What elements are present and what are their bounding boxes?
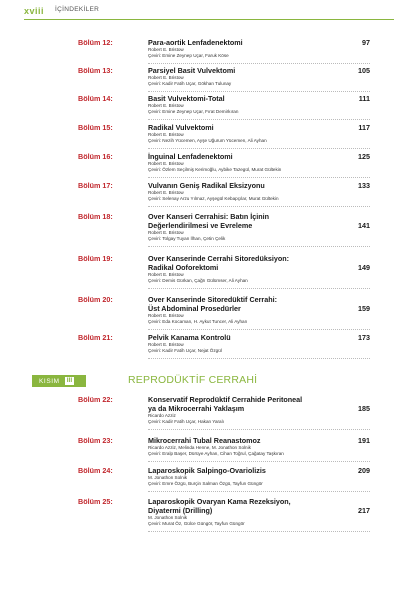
part-heading (0, 373, 418, 389)
chapter-title: Laparoskopik Salpingo-Ovariolizis (148, 466, 266, 475)
chapter-page-number: 173 (358, 333, 370, 342)
part-title: REPRODÜKTİF CERRAHİ (128, 374, 258, 386)
chapter-title: Değerlendirilmesi ve Evreleme (148, 221, 253, 230)
chapter-author: Robert E. Bristow (148, 103, 184, 108)
running-title: İÇİNDEKİLER (55, 6, 100, 13)
chapter-page-number: 141 (358, 221, 370, 230)
chapter-translators: Çeviri: Kadir Fatih Uçar, Gökhan Tulunay (148, 81, 232, 86)
chapter-body (148, 436, 348, 457)
chapter-title: ya da Mikrocerrahi Yaklaşım (148, 404, 245, 413)
chapter-body (148, 497, 348, 527)
chapter-translators: Çeviri: Emine Zeynep Uçar, Fırat Demirkıran (148, 109, 239, 114)
chapter-label: Bölüm 23: (78, 436, 113, 445)
chapter-title: Parsiyel Basit Vulvektomi (148, 66, 236, 75)
chapter-translators: Çeviri: Murat Öz, Gülce Güngör, Tayfun Güngör (148, 521, 245, 526)
part-kisim-label: KISIM (39, 377, 60, 385)
chapter-title: Over Kanserinde Cerrahi Sitoredüksiyon: (148, 254, 289, 263)
entry-divider (148, 358, 370, 359)
chapter-title: Radikal Ooforektomi (148, 263, 219, 272)
chapter-body (148, 395, 348, 425)
page-number: xviii (24, 6, 45, 16)
chapter-author: Robert E. Bristow (148, 161, 184, 166)
chapter-author: M. Jonathon Solnik (148, 515, 188, 520)
entry-divider (148, 91, 370, 92)
chapter-title: Over Kanserinde Sitoredüktif Cerrahi: (148, 295, 278, 304)
chapter-title: Over Kanseri Cerrahisi: Batın İçinin (148, 212, 270, 221)
chapter-body (148, 66, 348, 87)
chapter-page-number: 149 (358, 263, 370, 272)
chapter-body (148, 38, 348, 59)
chapter-title: Para-aortik Lenfadenektomi (148, 38, 243, 47)
chapter-label: Bölüm 20: (78, 295, 113, 304)
chapter-page-number: 185 (358, 404, 370, 413)
chapter-label: Bölüm 22: (78, 395, 113, 404)
chapter-body (148, 94, 348, 115)
chapter-label: Bölüm 24: (78, 466, 113, 475)
chapter-title: Laparoskopik Ovaryan Kama Rezeksiyon, (148, 497, 291, 506)
chapter-translators: Çeviri: Eda Kocaman, H. Aykut Tuncer, Ali Ayhan (148, 319, 248, 324)
chapter-page-number: 133 (358, 181, 370, 190)
chapter-page-number: 97 (362, 38, 370, 47)
chapter-label: Bölüm 14: (78, 94, 113, 103)
chapter-title: Konservatif Reprodüktif Cerrahide Peritoneal (148, 395, 303, 404)
chapter-label: Bölüm 19: (78, 254, 113, 263)
chapter-author: Robert E. Bristow (148, 313, 184, 318)
chapter-title: İnguinal Lenfadenektomi (148, 152, 233, 161)
chapter-label: Bölüm 16: (78, 152, 113, 161)
chapter-title: Diyatermi (Drilling) (148, 506, 213, 515)
chapter-translators: Çeviri: Nezih Yücemen, Ayşe Uğurum Yücemen, Ali Ayhan (148, 138, 267, 143)
entry-divider (148, 461, 370, 462)
chapter-author: Robert E. Bristow (148, 132, 184, 137)
chapter-label: Bölüm 12: (78, 38, 113, 47)
chapter-label: Bölüm 21: (78, 333, 113, 342)
chapter-page-number: 117 (358, 123, 370, 132)
entry-divider (148, 288, 370, 289)
chapter-translators: Çeviri: Kadir Fatih Uçar, Nejat Özgül (148, 348, 222, 353)
chapter-label: Bölüm 15: (78, 123, 113, 132)
entry-divider (148, 119, 370, 120)
chapter-author: Robert E. Bristow (148, 342, 184, 347)
chapter-title: Mikrocerrahi Tubal Reanastomoz (148, 436, 261, 445)
chapter-author: Robert E. Bristow (148, 230, 184, 235)
chapter-author: Ricardo Azziz, Melinda Henne, M. Jonathon Solnik (148, 445, 251, 450)
chapter-title: Üst Abdominal Prosedürler (148, 304, 241, 313)
chapter-body (148, 466, 348, 487)
chapter-title: Radikal Vulvektomi (148, 123, 214, 132)
chapter-title: Pelvik Kanama Kontrolü (148, 333, 231, 342)
chapter-author: Robert E. Bristow (148, 75, 184, 80)
entry-divider (148, 531, 370, 532)
chapter-label: Bölüm 18: (78, 212, 113, 221)
chapter-translators: Çeviri: Demis Gürkan, Çağrı Gülümser, Ali Ayhan (148, 278, 248, 283)
header-rule (24, 19, 394, 20)
entry-divider (148, 148, 370, 149)
entry-divider (148, 491, 370, 492)
chapter-translators: Çeviri: Emre Özgü, Burçin Salman Özgü, Tayfun Güngör (148, 481, 263, 486)
chapter-body (148, 333, 348, 354)
chapter-translators: Çeviri: Emine Zeynep Uçar, Faruk Köse (148, 53, 229, 58)
chapter-body (148, 212, 348, 242)
chapter-body (148, 254, 348, 284)
chapter-author: M. Jonathon Solnik (148, 475, 188, 480)
entry-divider (148, 329, 370, 330)
chapter-title: Basit Vulvektomi-Total (148, 94, 225, 103)
chapter-body (148, 295, 348, 325)
chapter-page-number: 111 (358, 94, 370, 103)
chapter-title: Vulvanın Geniş Radikal Eksizyonu (148, 181, 265, 190)
chapter-author: Robert E. Bristow (148, 47, 184, 52)
chapter-label: Bölüm 17: (78, 181, 113, 190)
part-number: III (66, 377, 73, 384)
entry-divider (148, 63, 370, 64)
chapter-page-number: 217 (358, 506, 370, 515)
chapter-label: Bölüm 25: (78, 497, 113, 506)
chapter-page-number: 105 (358, 66, 370, 75)
chapter-page-number: 191 (358, 436, 370, 445)
part-badge (32, 375, 86, 387)
chapter-translators: Çeviri: Tolgay Tuyan İlhan, Çetin Çelik (148, 236, 226, 241)
entry-divider (148, 246, 370, 247)
entry-divider (148, 206, 370, 207)
chapter-page-number: 125 (358, 152, 370, 161)
chapter-translators: Çeviri: Kadir Fatih Uçar, Hakan Yaralı (148, 419, 224, 424)
chapter-author: Ricardo Azziz (148, 413, 176, 418)
chapter-body (148, 181, 348, 202)
chapter-page-number: 209 (358, 466, 370, 475)
chapter-label: Bölüm 13: (78, 66, 113, 75)
chapter-page-number: 159 (358, 304, 370, 313)
chapter-body (148, 152, 348, 173)
chapter-author: Robert E. Bristow (148, 190, 184, 195)
entry-divider (148, 177, 370, 178)
page-header (0, 0, 418, 22)
chapter-author: Robert E. Bristow (148, 272, 184, 277)
chapter-translators: Çeviri: Özlem Seçilmiş Kerimoğlu, Aybike Tazegül, Murat Gültekin (148, 167, 282, 172)
entry-divider (148, 429, 370, 430)
chapter-translators: Çeviri: Eralp Başer, Dürüye Ayhan, Cihan Toğrul, Çağatay Taşkıran (148, 451, 284, 456)
chapter-body (148, 123, 348, 144)
chapter-translators: Çeviri: Selenay Arzu Yılmaz, Ayşegül Kebapçılar, Murat Gültekin (148, 196, 279, 201)
